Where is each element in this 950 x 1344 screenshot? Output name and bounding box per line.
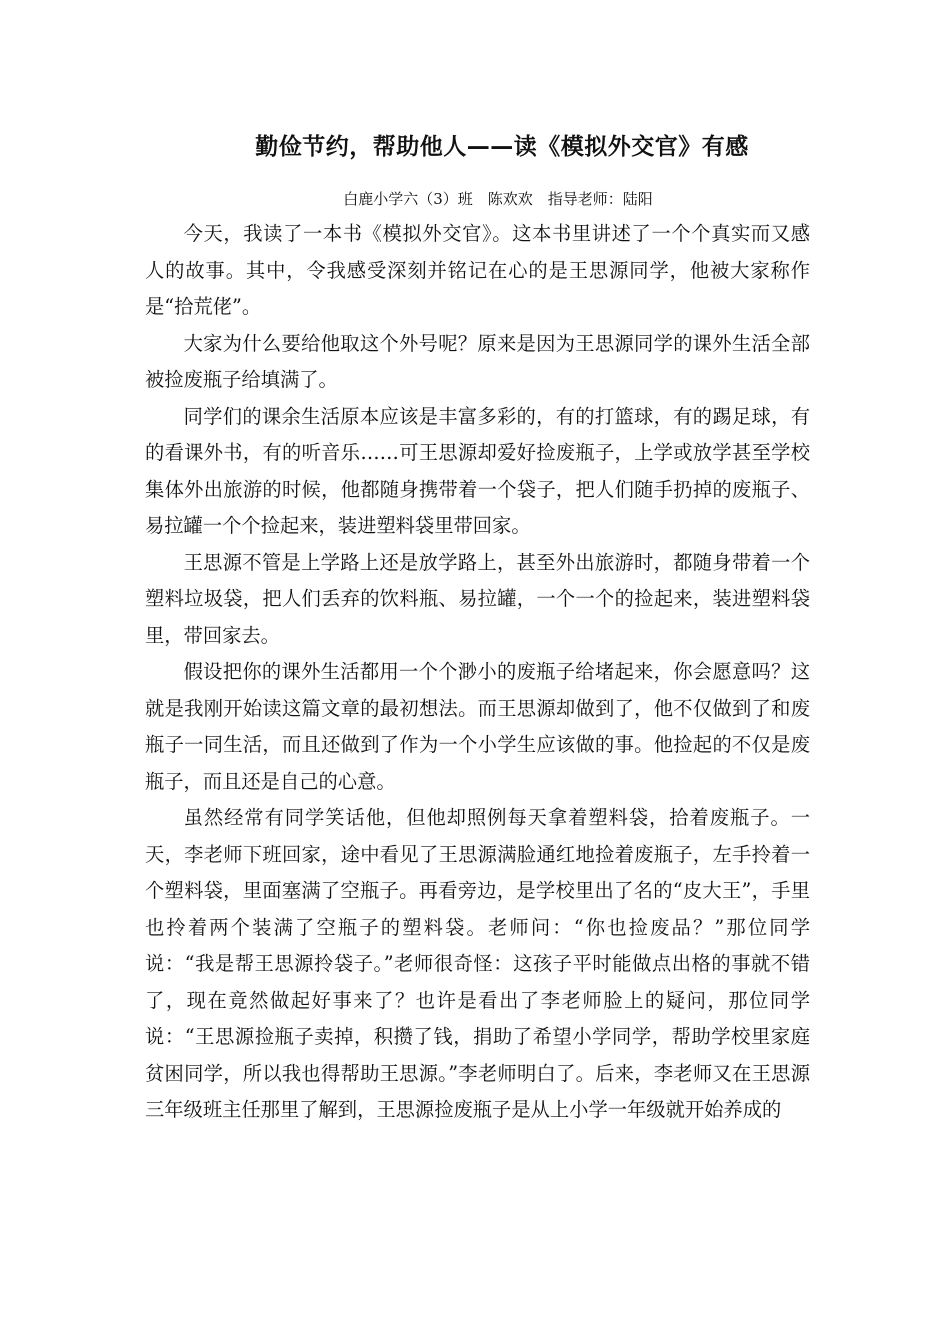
- paragraph: 大家为什么要给他取这个外号呢？原来是因为王思源同学的课外生活全部被捡废瓶子给填满了。: [145, 331, 810, 391]
- paragraph: 同学们的课余生活原本应该是丰富多彩的，有的打篮球，有的踢足球，有的看课外书，有的听音乐……可王思源却爱好捡废瓶子，上学或放学甚至学校集体外出旅游的时候，他都随身携带着一个袋子，把人们随手扔掉的废瓶子、易拉罐一个个捡起来，装进塑料袋里带回家。: [145, 404, 810, 537]
- paragraph: 假设把你的课外生活都用一个个渺小的废瓶子给堵起来，你会愿意吗？这就是我刚开始读这篇文章的最初想法。而王思源却做到了，他不仅做到了和废瓶子一同生活，而且还做到了作为一个小学生应该做的事。他捡起的不仅是废瓶子，而且还是自己的心意。: [145, 660, 810, 793]
- document-body: [145, 216, 810, 1129]
- document-title: 勤俭节约，帮助他人——读《模拟外交官》有感: [255, 134, 749, 160]
- paragraph: 王思源不管是上学路上还是放学路上，甚至外出旅游时，都随身带着一个塑料垃圾袋，把人们丢弃的饮料瓶、易拉罐，一个一个的捡起来，装进塑料袋里，带回家去。: [145, 550, 810, 647]
- paragraph: 今天，我读了一本书《模拟外交官》。这本书里讲述了一个个真实而又感人的故事。其中，令我感受深刻并铭记在心的是王思源同学，他被大家称作是“拾荒佬”。: [145, 222, 810, 318]
- paragraph: 虽然经常有同学笑话他，但他却照例每天拿着塑料袋，拾着废瓶子。一天，李老师下班回家，途中看见了王思源满脸通红地捡着废瓶子，左手拎着一个塑料袋，里面塞满了空瓶子。再看旁边，是学校里出了名的“皮大王”，手里也拎着两个装满了空瓶子的塑料袋。老师问：“你也捡废品？”那位同学说：“我是帮王思源拎袋子。”老师很奇怪：这孩子平时能做点出格的事就不错了，现在竟然做起好事来了？也许是看出了李老师脸上的疑问，那位同学说：“王思源捡瓶子卖掉，积攒了钱，捐助了希望小学同学，帮助学校里家庭贫困同学，所以我也得帮助王思源。”李老师明白了。后来，李老师又在王思源三年级班主任那里了解到，王思源捡废瓶子是从上小学一年级就开始养成的: [145, 806, 810, 1121]
- document-byline: 白鹿小学六（3）班 陈欢欢 指导老师：陆阳: [343, 190, 653, 208]
